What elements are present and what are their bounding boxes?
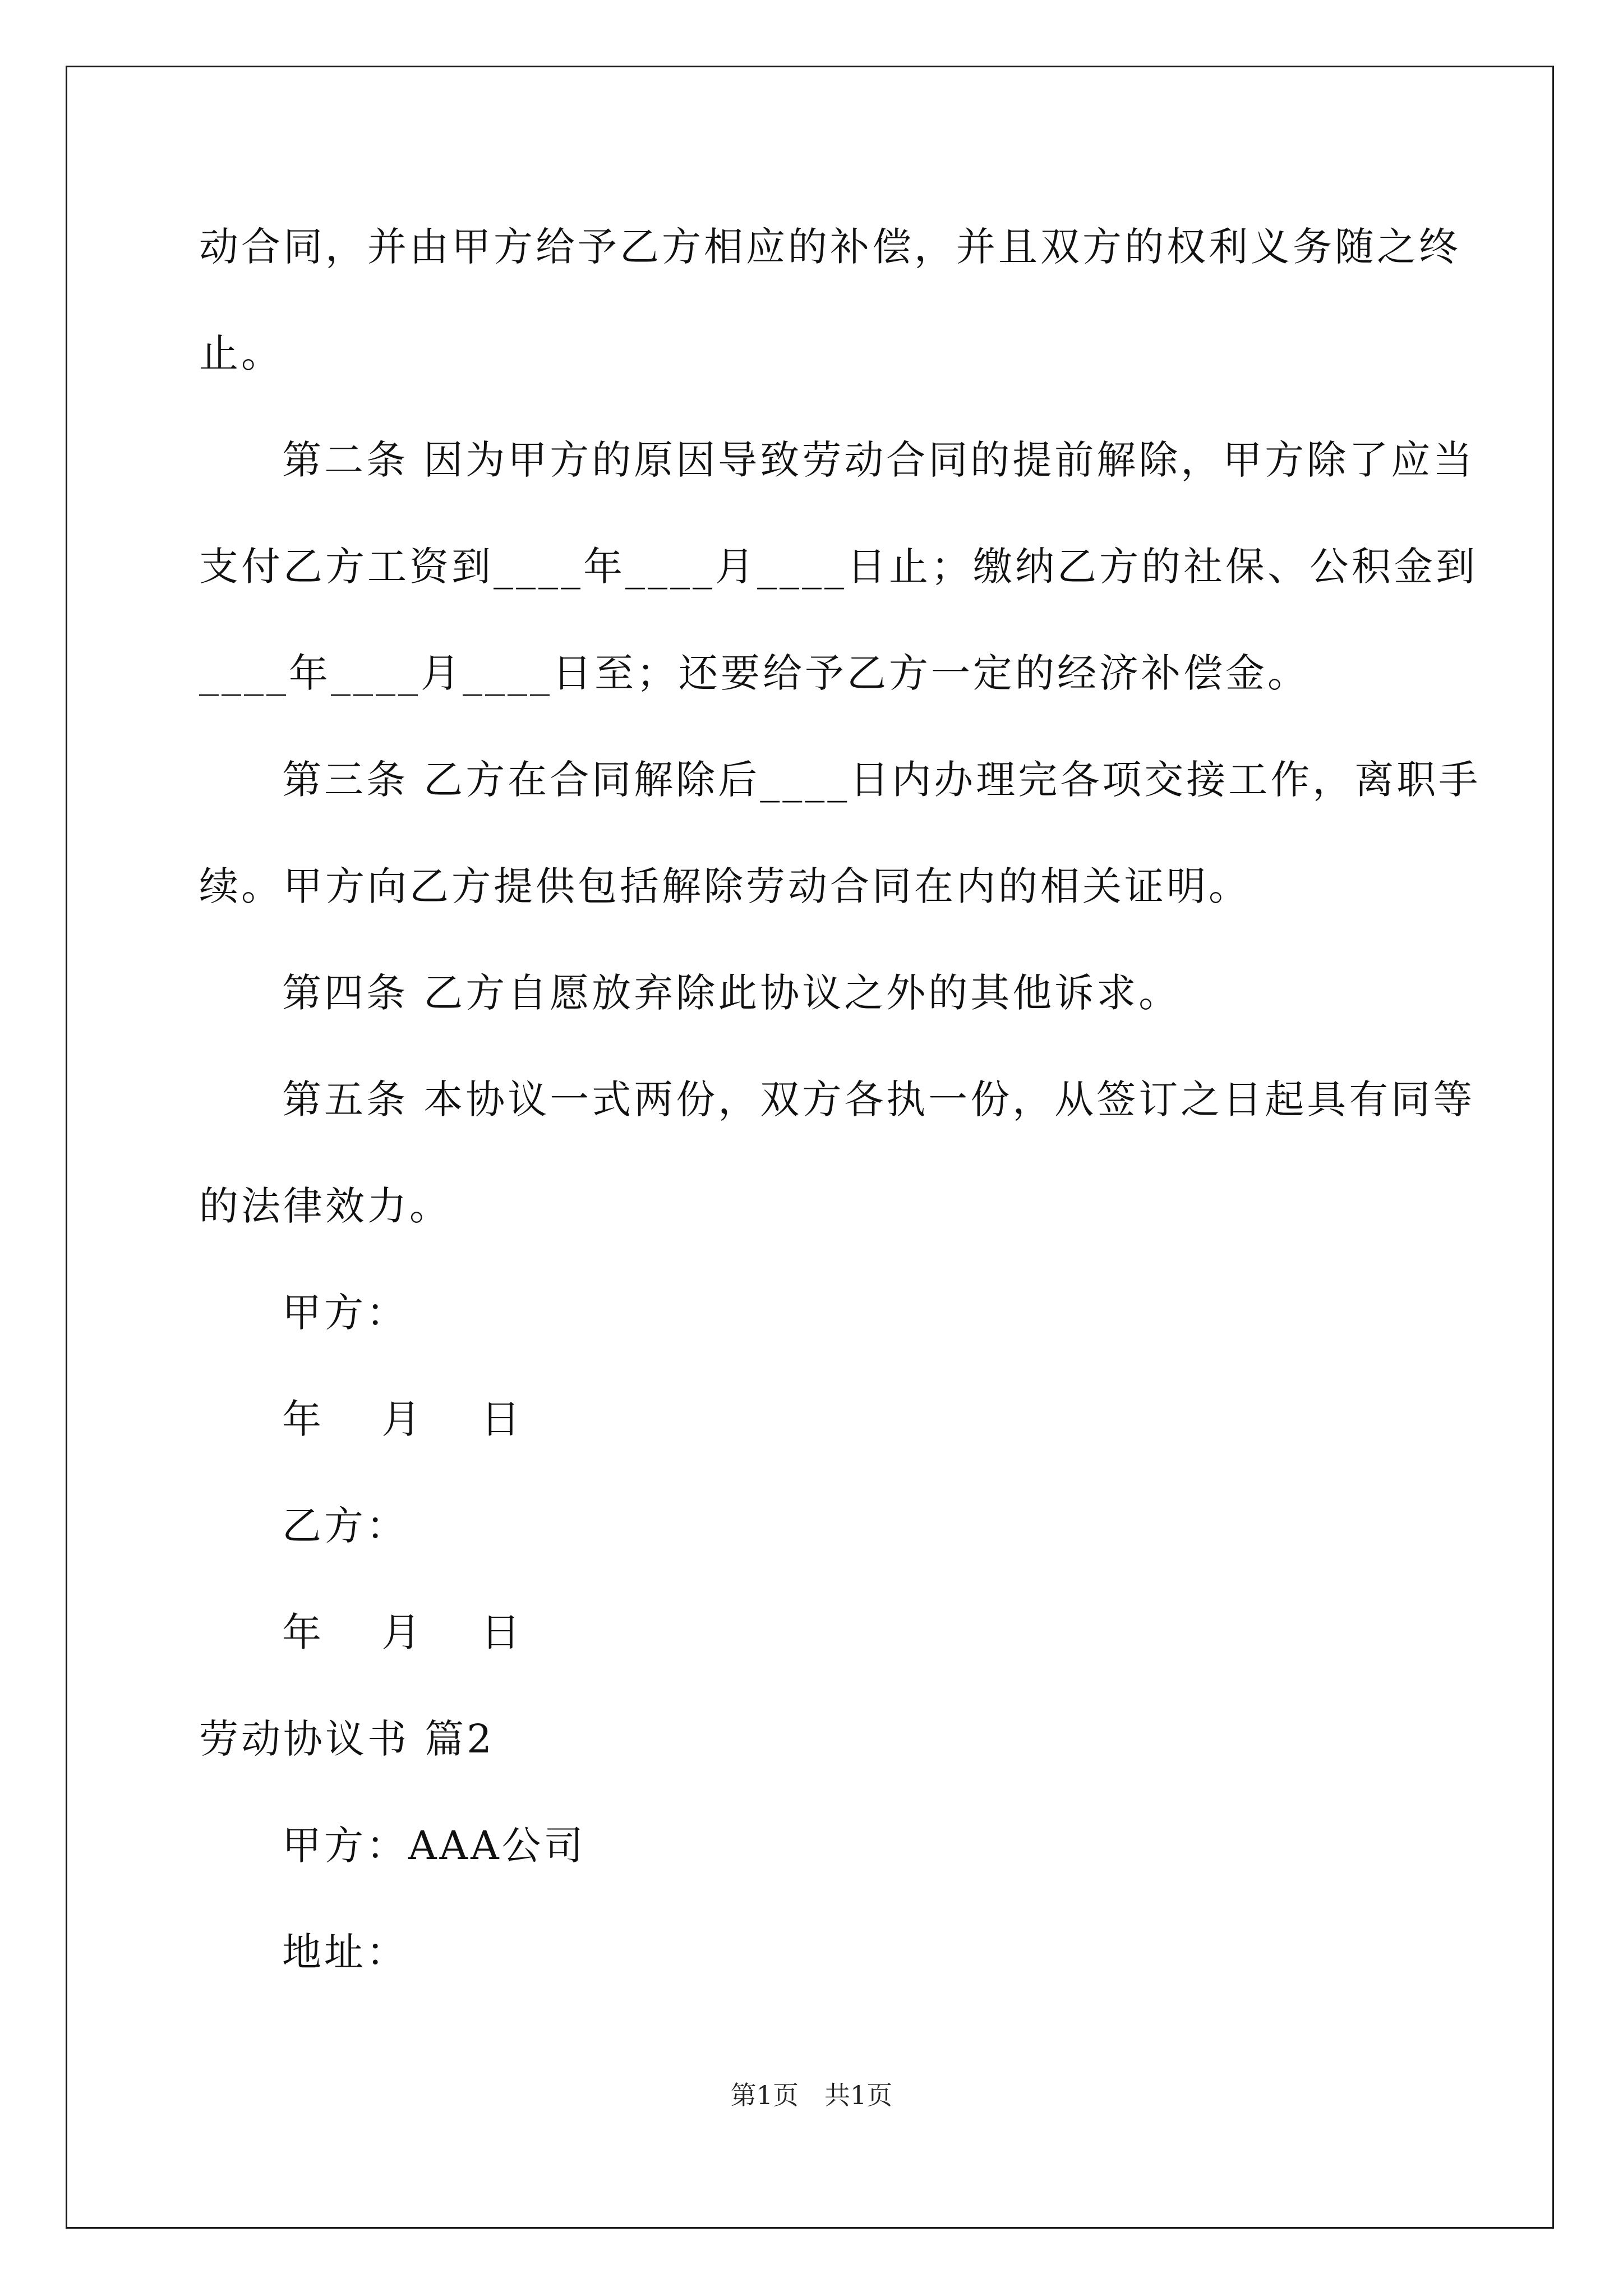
clause-2-heading-line: 第二条 因为甲方的原因导致劳动合同的提前解除，甲方除了应当 [282,437,1476,483]
party-a-company: 甲方：AAA公司 [282,1823,586,1869]
party-b-label: 乙方： [282,1503,408,1549]
section-title: 劳动协议书 篇2 [199,1716,495,1762]
clause-3-heading-line: 第三条 乙方在合同解除后____日内办理完各项交接工作，离职手 [282,757,1481,803]
paragraph-line: 的法律效力。 [199,1183,451,1229]
page-number-footer: 第1页 共1页 [730,2080,893,2110]
clause-5-heading-line: 第五条 本协议一式两份，双方各执一份，从签订之日起具有同等 [282,1076,1476,1122]
paragraph-line: ____年____月____日至；还要给予乙方一定的经济补偿金。 [199,650,1310,696]
page-border [66,66,1554,2229]
paragraph-line: 止。 [199,330,283,376]
paragraph-line: 支付乙方工资到____年____月____日止；缴纳乙方的社保、公积金到 [199,544,1478,590]
party-b-date: 年 月 日 [282,1609,523,1655]
address-label: 地址： [282,1929,408,1975]
clause-4-line: 第四条 乙方自愿放弃除此协议之外的其他诉求。 [282,970,1181,1016]
party-a-label: 甲方： [282,1290,408,1336]
paragraph-line: 续。甲方向乙方提供包括解除劳动合同在内的相关证明。 [199,863,1251,909]
paragraph-line: 动合同，并由甲方给予乙方相应的补偿，并且双方的权利义务随之终 [199,224,1461,270]
party-a-date: 年 月 日 [282,1396,523,1442]
